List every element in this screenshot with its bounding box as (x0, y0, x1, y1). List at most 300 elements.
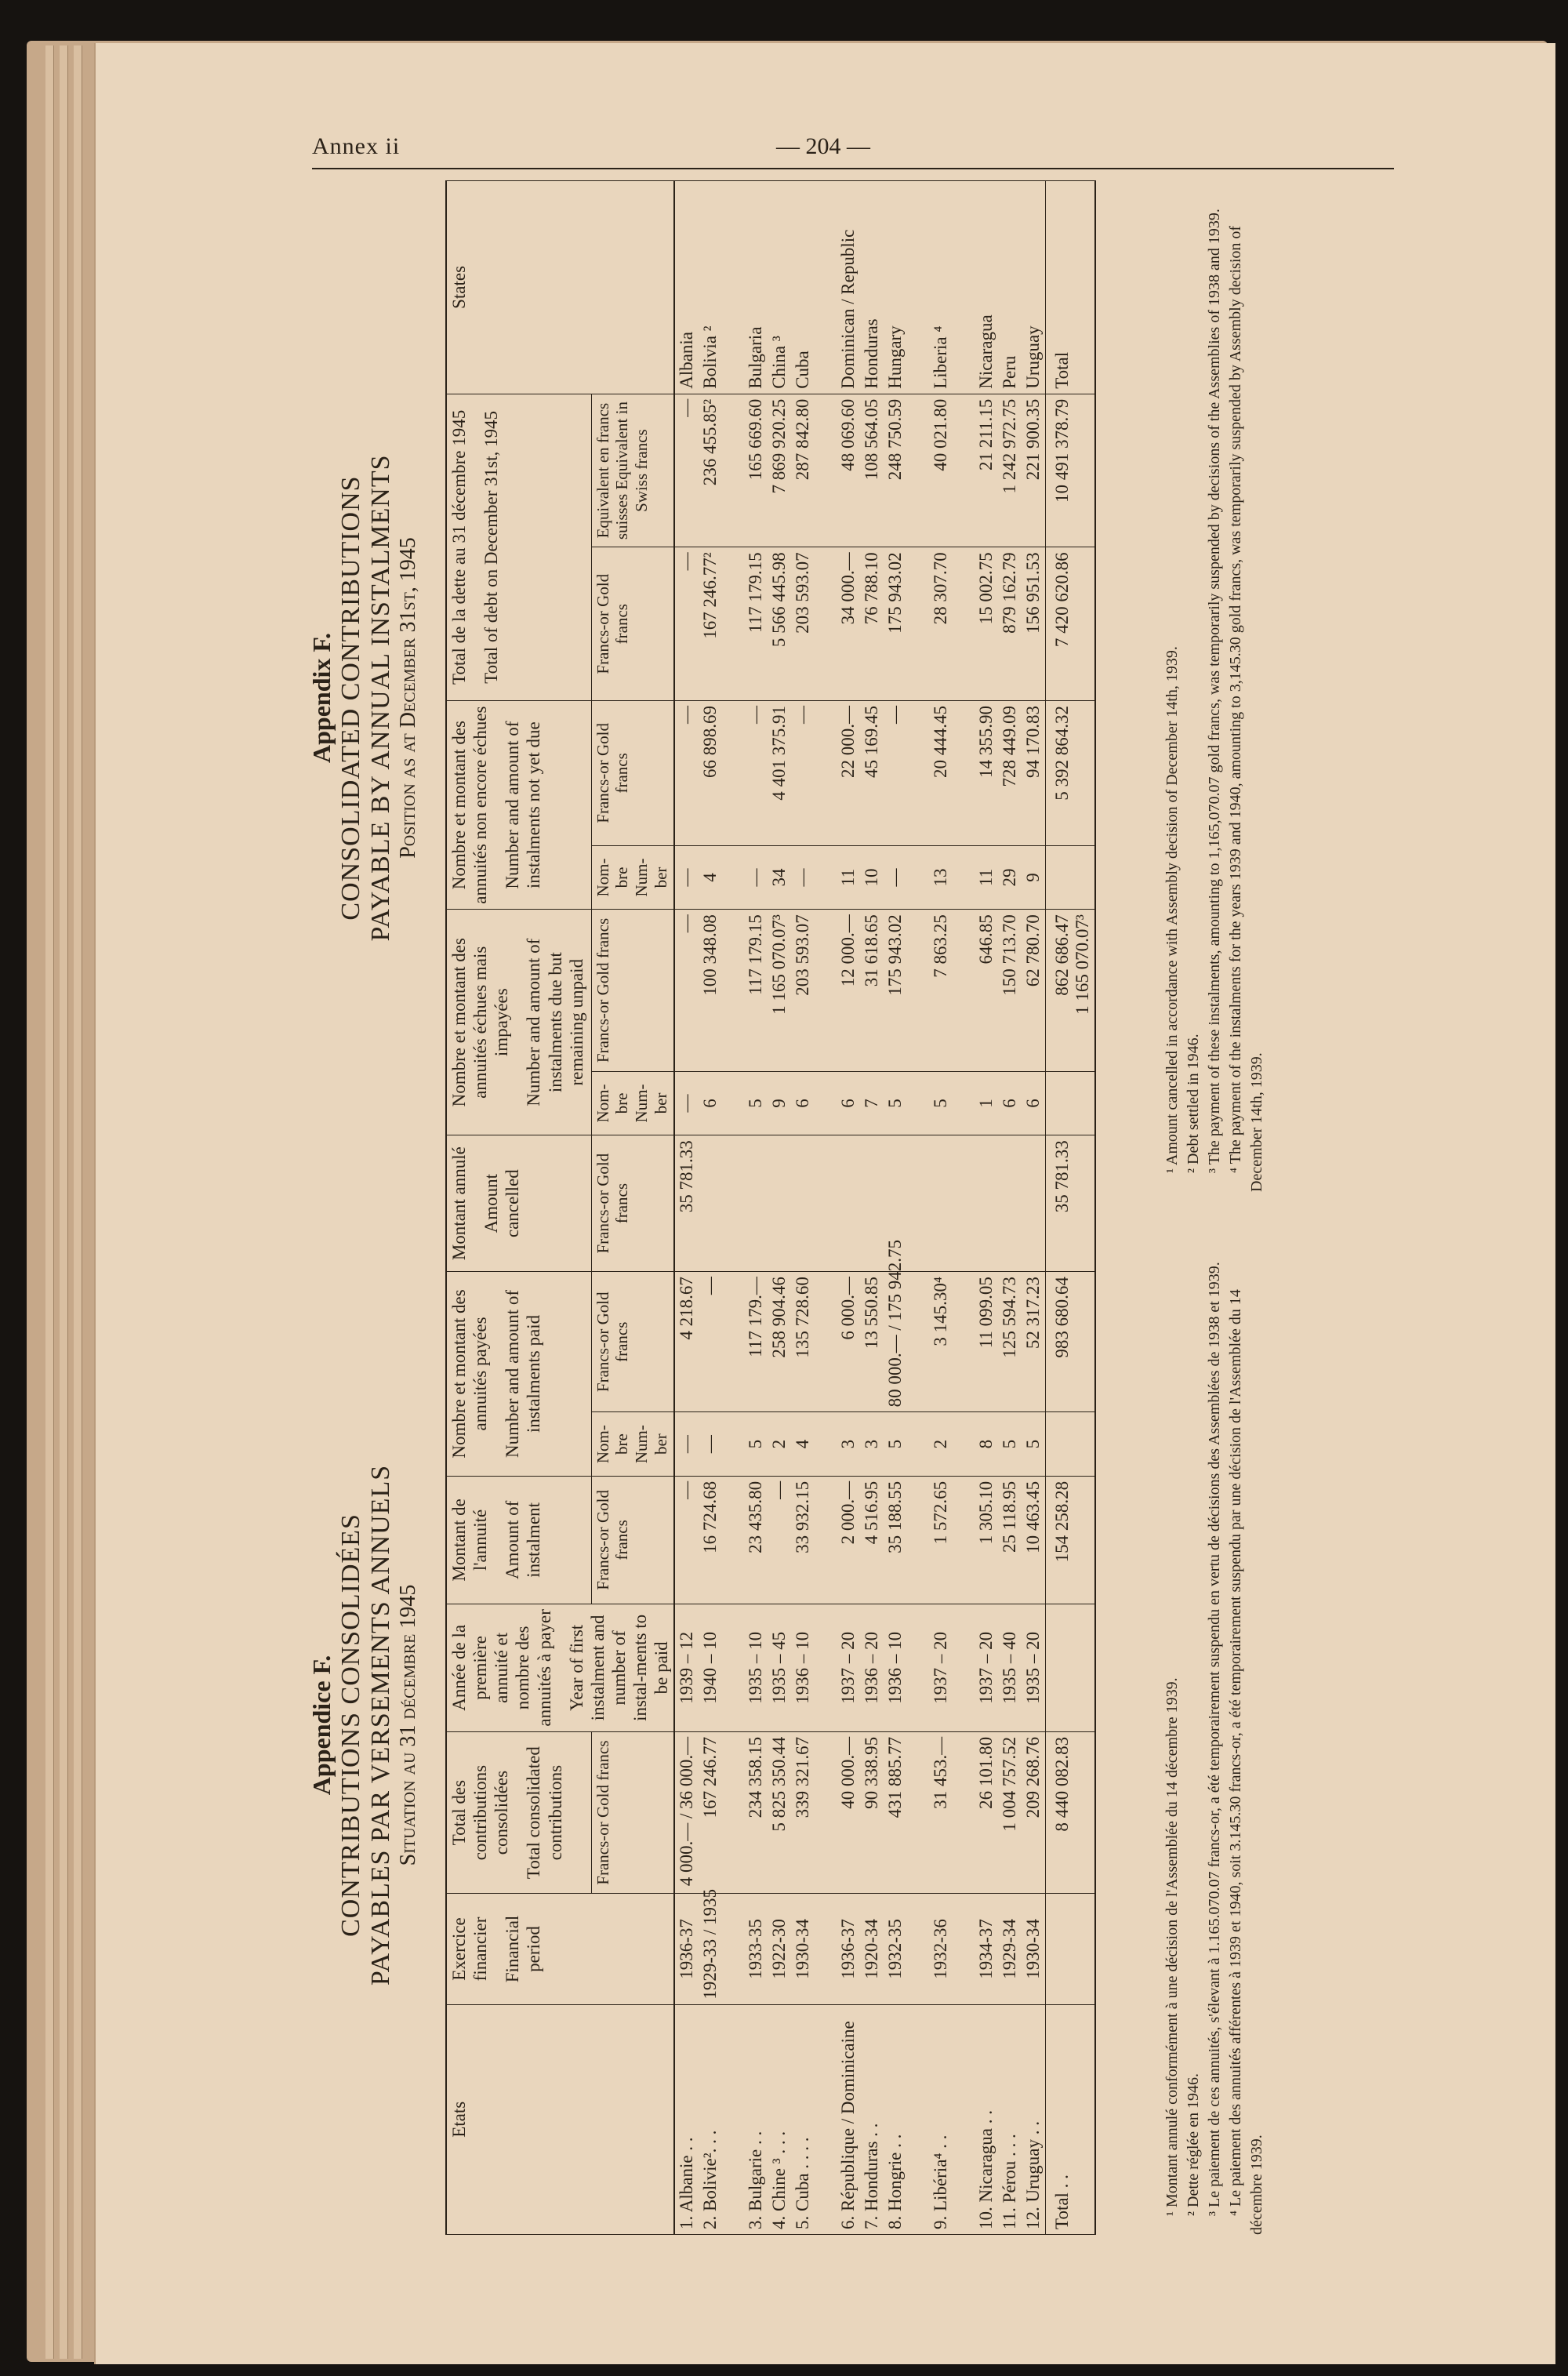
total-value: 10 491 378.79 (1052, 398, 1073, 503)
spacer-cell (722, 1894, 744, 2004)
total-empty-cell (1046, 1604, 1096, 1731)
paid-number: 3 (837, 1412, 860, 1477)
spacer-cell (953, 1604, 975, 1731)
state-name: 3. Bulgarie . . (744, 2004, 768, 2234)
paid-number: 5 (884, 1412, 907, 1477)
debt-gold-francs: 34 000.— (837, 547, 860, 701)
running-header-annex: Annex ii (312, 133, 401, 159)
debt-gold-francs: 5 566 445.98 (768, 547, 791, 701)
instalment-amount: 1 305.10 (975, 1476, 998, 1604)
spacer-cell (722, 1604, 744, 1731)
title-en-line3: PAYABLE BY ANNUAL INSTALMENTS (366, 454, 395, 942)
state-name-en: Dominican / Republic (837, 181, 860, 394)
total-empty-cell (1046, 845, 1096, 910)
cancelled-amount (998, 1135, 1022, 1272)
spacer-cell (815, 845, 837, 910)
notdue-number: 10 (860, 845, 884, 910)
paid-number: 4 (791, 1412, 815, 1477)
total-value: 35 781.33 (1052, 1140, 1073, 1213)
spacer-cell (907, 1894, 929, 2004)
due-number: 6 (837, 1071, 860, 1135)
col-header-dette-en: Total of debt on December 31st, 1945 (481, 411, 502, 684)
total-value: 8 440 082.83 (1052, 1736, 1073, 1832)
spacer-cell (815, 1135, 837, 1272)
paid-amount: 6 000.— (837, 1272, 860, 1412)
due-amount: 100 348.08 (699, 910, 722, 1071)
spacer-cell (907, 1604, 929, 1731)
table-row (699, 181, 722, 2235)
col-header-annee-fr: Année de la première annuité et nombre des annuités à payer (449, 1609, 554, 1727)
debt-swiss-francs: 7 869 920.25 (768, 394, 791, 547)
spacer-cell (953, 547, 975, 701)
title-fr-situation: Situation au 31 décembre 1945 (396, 1584, 420, 1866)
state-name: 7. Honduras . . (860, 2004, 884, 2234)
col-header-annule (446, 1135, 591, 1272)
title-fr-line2: CONTRIBUTIONS CONSOLIDÉES (336, 1513, 365, 1937)
financial-period: 1932-36 (929, 1894, 953, 2004)
rotated-appendix-content (307, 180, 1428, 2235)
debt-gold-francs: 76 788.10 (860, 547, 884, 701)
col-header-payees-en: Number and amount of instalments paid (503, 1289, 544, 1458)
paid-number: 8 (975, 1412, 998, 1477)
due-number: 6 (998, 1071, 1022, 1135)
first-instalment-year: 1939 – 12 (674, 1604, 699, 1731)
spacer-cell (722, 845, 744, 910)
footnote-fr-3: ³ Le paiement de ces annuités, s'élevant à 1.165.070.07 francs-or, a été temporairement suspendu en vertu de décisions des Assemblées de 1938 et 1939. (1206, 1262, 1223, 2216)
spacer-cell (722, 1272, 744, 1412)
spacer-cell (722, 2004, 744, 2234)
page-stack-edge (45, 45, 54, 2359)
spacer-cell (815, 700, 837, 845)
state-name-en: Liberia ⁴ (929, 181, 953, 394)
notdue-number: 11 (837, 845, 860, 910)
paid-number: 5 (744, 1412, 768, 1477)
spacer-cell (907, 910, 929, 1071)
debt-swiss-francs: 1 242 972.75 (998, 394, 1022, 547)
state-name: 12. Uruguay . . (1022, 2004, 1046, 2234)
debt-gold-francs: 15 002.75 (975, 547, 998, 701)
due-number: 5 (884, 1071, 907, 1135)
state-name: 6. République / Dominicaine (837, 2004, 860, 2234)
cancelled-amount (744, 1135, 768, 1272)
spacer-cell (815, 1894, 837, 2004)
debt-gold-francs: 167 246.77² (699, 547, 722, 701)
financial-period: 1930-34 (791, 1894, 815, 2004)
paid-amount: 80 000.— / 175 942.75 (884, 1272, 907, 1412)
debt-swiss-francs: 108 564.05 (860, 394, 884, 547)
col-header-total-en: Total consolidated contributions (524, 1746, 565, 1880)
debt-gold-francs: 28 307.70 (929, 547, 953, 701)
debt-swiss-francs: 48 069.60 (837, 394, 860, 547)
spacer-cell (953, 1731, 975, 1893)
total-value: 5 392 864.32 (1052, 705, 1073, 801)
financial-period: 1934-37 (975, 1894, 998, 2004)
col-header-dette (446, 394, 591, 700)
spacer-cell (953, 1412, 975, 1477)
total-contribution: 167 246.77 (699, 1731, 722, 1893)
first-instalment-year: 1935 – 10 (744, 1604, 768, 1731)
debt-swiss-francs: — (674, 394, 699, 547)
paid-amount: 11 099.05 (975, 1272, 998, 1412)
total-contribution: 4 000.— / 36 000.— (674, 1731, 699, 1893)
total-contribution: 40 000.— (837, 1731, 860, 1893)
table-row (1022, 181, 1046, 2235)
due-amount: 12 000.— (837, 910, 860, 1071)
debt-gold-francs: 203 593.07 (791, 547, 815, 701)
first-instalment-year: 1935 – 45 (768, 1604, 791, 1731)
notdue-number: 4 (699, 845, 722, 910)
notdue-number: 34 (768, 845, 791, 910)
paid-number: 5 (998, 1412, 1022, 1477)
spacer-cell (907, 700, 929, 845)
contributions-table (445, 180, 1096, 2235)
unit-notdue-number: Nom-bre Num-ber (591, 845, 674, 910)
spacer-cell (815, 547, 837, 701)
notdue-amount: 728 449.09 (998, 700, 1022, 845)
debt-swiss-francs: 236 455.85² (699, 394, 722, 547)
spacer-cell (907, 1476, 929, 1604)
state-name: 2. Bolivie². . . (699, 2004, 722, 2234)
spacer-cell (953, 394, 975, 547)
financial-period: 1933-35 (744, 1894, 768, 2004)
notdue-amount: — (791, 700, 815, 845)
total-value: Total . . (1052, 2174, 1073, 2229)
paid-number: — (699, 1412, 722, 1477)
paid-amount: 125 594.73 (998, 1272, 1022, 1412)
notdue-number: — (884, 845, 907, 910)
due-amount: 203 593.07 (791, 910, 815, 1071)
spacer-cell (907, 1071, 929, 1135)
unit-total: Francs-or Gold francs (591, 1731, 674, 1893)
state-name: 9. Libéria⁴ . . (929, 2004, 953, 2234)
spacer-cell (722, 1135, 744, 1272)
row-spacer (815, 181, 837, 2235)
spacer-cell (722, 1071, 744, 1135)
paid-amount: 52 317.23 (1022, 1272, 1046, 1412)
total-value: 154 258.28 (1052, 1480, 1073, 1563)
first-instalment-year: 1937 – 20 (837, 1604, 860, 1731)
financial-period: 1929-34 (998, 1894, 1022, 2004)
due-number: 9 (768, 1071, 791, 1135)
notdue-amount: — (744, 700, 768, 845)
total-contribution: 26 101.80 (975, 1731, 998, 1893)
instalment-amount: 25 118.95 (998, 1476, 1022, 1604)
state-name: 4. Chine ³ . . . (768, 2004, 791, 2234)
instalment-amount: 33 932.15 (791, 1476, 815, 1604)
total-contribution: 431 885.77 (884, 1731, 907, 1893)
due-amount: 150 713.70 (998, 910, 1022, 1071)
col-header-echues-en: Number and amount of instalments due but remaining unpaid (524, 938, 586, 1106)
footnote-en-4: ⁴ The payment of the instalments for the years 1939 and 1940, amounting to 3,145.30 gold francs, was temporarily suspended by Assembly decision of December 14th, 1939. (1227, 225, 1265, 1192)
total-cancelled (1046, 1135, 1096, 1272)
first-instalment-year: 1935 – 40 (998, 1604, 1022, 1731)
total-empty-cell (1046, 1412, 1096, 1477)
spacer-cell (815, 1272, 837, 1412)
due-amount: 175 943.02 (884, 910, 907, 1071)
col-header-states: States (446, 181, 674, 394)
spacer-cell (953, 1071, 975, 1135)
total-contribution: 209 268.76 (1022, 1731, 1046, 1893)
debt-swiss-francs: 40 021.80 (929, 394, 953, 547)
first-instalment-year: 1936 – 10 (884, 1604, 907, 1731)
debt-swiss-francs: 165 669.60 (744, 394, 768, 547)
spacer-cell (815, 1071, 837, 1135)
spacer-cell (953, 700, 975, 845)
table-row (884, 181, 907, 2235)
col-header-exercice-fr: Exercice financier (449, 1916, 491, 1982)
instalment-amount: 4 516.95 (860, 1476, 884, 1604)
paid-amount: 4 218.67 (674, 1272, 699, 1412)
financial-period: 1930-34 (1022, 1894, 1046, 2004)
total-value: 7 420 620.86 (1052, 552, 1073, 648)
state-name-en: Albania (674, 181, 699, 394)
spacer-cell (907, 1412, 929, 1477)
total-contribution: 234 358.15 (744, 1731, 768, 1893)
state-name-en: Honduras (860, 181, 884, 394)
paid-number: — (674, 1412, 699, 1477)
paid-amount: 3 145.30⁴ (929, 1272, 953, 1412)
total-suspended-value: 1 165 070.07³ (1073, 914, 1093, 1015)
footnote-fr-2: ² Dette réglée en 1946. (1185, 2073, 1202, 2216)
footnote-en-3: ³ The payment of these instalments, amounting to 1,165,070.07 gold francs, was temporarily suspended by decisions of the Assemblies of 1938 and 1939. (1206, 209, 1223, 1173)
debt-gold-francs: — (674, 547, 699, 701)
total-total (1046, 1731, 1096, 1893)
row-spacer (722, 181, 744, 2235)
total-paid-amt (1046, 1272, 1096, 1412)
col-header-total-fr: Total des contributions consolidées (449, 1764, 512, 1861)
header-rule (312, 168, 1394, 169)
spacer-cell (953, 1272, 975, 1412)
table-row (791, 181, 815, 2235)
paid-number: 2 (929, 1412, 953, 1477)
due-number: 5 (929, 1071, 953, 1135)
total-empty-cell (1046, 1894, 1096, 2004)
due-number: — (674, 1071, 699, 1135)
cancelled-amount (1022, 1135, 1046, 1272)
paid-amount: 135 728.60 (791, 1272, 815, 1412)
due-amount: 646.85 (975, 910, 998, 1071)
total-contribution: 1 004 757.52 (998, 1731, 1022, 1893)
due-amount: 62 780.70 (1022, 910, 1046, 1071)
first-instalment-year: 1937 – 20 (929, 1604, 953, 1731)
instalment-amount: 35 188.55 (884, 1476, 907, 1604)
debt-gold-francs: 156 951.53 (1022, 547, 1046, 701)
notdue-amount: 45 169.45 (860, 700, 884, 845)
unit-due-number: Nom-bre Num-ber (591, 1071, 674, 1135)
unit-paid-number: Nom-bre Num-ber (591, 1412, 674, 1477)
notdue-number: 11 (975, 845, 998, 910)
due-amount: 7 863.25 (929, 910, 953, 1071)
debt-gold-francs: 879 162.79 (998, 547, 1022, 701)
spacer-cell (722, 1412, 744, 1477)
cancelled-amount (699, 1135, 722, 1272)
total-contribution: 90 338.95 (860, 1731, 884, 1893)
state-name-en: Cuba (791, 181, 815, 394)
debt-swiss-francs: 287 842.80 (791, 394, 815, 547)
title-block-fr (307, 1215, 421, 2235)
col-header-payees-fr: Nombre et montant des annuités payées (449, 1289, 491, 1459)
spacer-cell (953, 1476, 975, 1604)
total-empty-cell (1046, 1071, 1096, 1135)
cancelled-amount (929, 1135, 953, 1272)
unit-paid-francs: Francs-or Gold francs (591, 1272, 674, 1412)
notdue-number: — (744, 845, 768, 910)
col-header-exercice (446, 1894, 674, 2004)
footnote-en-2: ² Debt settled in 1946. (1185, 1034, 1202, 1173)
debt-swiss-francs: 21 211.15 (975, 394, 998, 547)
notdue-number: — (791, 845, 815, 910)
page-stack-edge (60, 45, 68, 2359)
first-instalment-year: 1935 – 20 (1022, 1604, 1046, 1731)
notdue-number: 13 (929, 845, 953, 910)
table-row (929, 181, 953, 2235)
spacer-cell (722, 1476, 744, 1604)
total-etat (1046, 2004, 1096, 2234)
title-fr-line3: PAYABLES PAR VERSEMENTS ANNUELS (366, 1464, 395, 1986)
cancelled-amount (837, 1135, 860, 1272)
instalment-amount: — (768, 1476, 791, 1604)
footnotes-en (1162, 204, 1268, 1192)
total-state (1046, 181, 1096, 394)
row-spacer (907, 181, 929, 2235)
due-amount: 1 165 070.07³ (768, 910, 791, 1071)
state-name-en: China ³ (768, 181, 791, 394)
col-header-non-echues (446, 700, 591, 909)
paid-number: 5 (1022, 1412, 1046, 1477)
spacer-cell (815, 2004, 837, 2234)
due-number: 6 (791, 1071, 815, 1135)
spacer-cell (722, 910, 744, 1071)
paid-number: 3 (860, 1412, 884, 1477)
spacer-cell (907, 2004, 929, 2234)
due-number: 1 (975, 1071, 998, 1135)
appendix-title-fr: Appendice F. (307, 1655, 336, 1796)
debt-swiss-francs: 221 900.35 (1022, 394, 1046, 547)
title-en-position: Position as at December 31st, 1945 (396, 537, 420, 859)
instalment-amount: 16 724.68 (699, 1476, 722, 1604)
table-row (768, 181, 791, 2235)
state-name-en: Bulgaria (744, 181, 768, 394)
spacer-cell (953, 845, 975, 910)
col-header-exercice-en: Financial period (503, 1915, 544, 1983)
first-instalment-year: 1940 – 10 (699, 1604, 722, 1731)
total-due-amt (1046, 910, 1096, 1071)
unit-notdue-francs: Francs-or Gold francs (591, 700, 674, 845)
paid-amount: 258 904.46 (768, 1272, 791, 1412)
col-header-echues-fr: Nombre et montant des annuités échues mais impayées (449, 938, 512, 1107)
col-header-dette-fr: Total de la dette au 31 décembre 1945 (449, 409, 469, 685)
spacer-cell (722, 1731, 744, 1893)
total-contribution: 5 825 350.44 (768, 1731, 791, 1893)
title-en-line2: CONSOLIDATED CONTRIBUTIONS (336, 475, 365, 921)
total-value: 983 680.64 (1052, 1277, 1073, 1358)
col-header-annule-fr: Montant annulé (449, 1146, 469, 1261)
spacer-cell (815, 1604, 837, 1731)
state-name: 5. Cuba . . . . (791, 2004, 815, 2234)
first-instalment-year: 1936 – 10 (791, 1604, 815, 1731)
total-value: Total (1052, 351, 1073, 389)
paid-amount: 13 550.85 (860, 1272, 884, 1412)
due-number: 6 (699, 1071, 722, 1135)
spacer-cell (907, 845, 929, 910)
state-name-en: Bolivia ² (699, 181, 722, 394)
table-row (674, 181, 699, 2235)
paid-amount: 117 179.— (744, 1272, 768, 1412)
unit-debt-francs: Francs-or Gold francs (591, 547, 674, 701)
col-header-montant-annuite-en: Amount of instalment (503, 1500, 544, 1580)
col-header-non-echues-en: Number and amount of instalments not yet due (503, 721, 544, 889)
state-name: 11. Pérou . . . (998, 2004, 1022, 2234)
due-amount: 117 179.15 (744, 910, 768, 1071)
spacer-cell (815, 181, 837, 394)
col-header-annule-en: Amount cancelled (481, 1169, 523, 1238)
state-name-en: Nicaragua (975, 181, 998, 394)
unit-debt-swiss: Equivalent en francs suisses Equivalent in Swiss francs (591, 394, 674, 547)
due-amount: 31 618.65 (860, 910, 884, 1071)
notdue-amount: 22 000.— (837, 700, 860, 845)
table-body (674, 181, 1095, 2235)
unit-due-francs: Francs-or Gold francs (591, 910, 674, 1071)
financial-period: 1936-37 (674, 1894, 699, 2004)
spacer-cell (953, 1894, 975, 2004)
financial-period: 1936-37 (837, 1894, 860, 2004)
total-value: 862 686.47 (1052, 914, 1073, 996)
spacer-cell (815, 910, 837, 1071)
totals-row (1046, 181, 1096, 2235)
col-header-payees (446, 1272, 591, 1477)
total-contribution: 339 321.67 (791, 1731, 815, 1893)
spacer-cell (907, 1272, 929, 1412)
cancelled-amount (860, 1135, 884, 1272)
spacer-cell (722, 181, 744, 394)
instalment-amount: 1 572.65 (929, 1476, 953, 1604)
spacer-cell (907, 1731, 929, 1893)
col-header-etats: Etats (446, 2004, 674, 2234)
instalment-amount: 23 435.80 (744, 1476, 768, 1604)
spacer-cell (722, 547, 744, 701)
total-debt-swiss (1046, 394, 1096, 547)
table-row (837, 181, 860, 2235)
due-number: 7 (860, 1071, 884, 1135)
footnote-fr-1: ¹ Montant annulé conformément à une décision de l'Assemblée du 14 décembre 1939. (1163, 1677, 1181, 2216)
state-name-en: Hungary (884, 181, 907, 394)
cancelled-amount (975, 1135, 998, 1272)
state-name: 1. Albanie . . (674, 2004, 699, 2234)
col-header-annee-en: Year of first instalment and number of instal-ments to be paid (566, 1614, 672, 1721)
financial-period: 1932-35 (884, 1894, 907, 2004)
spacer-cell (907, 181, 929, 394)
spacer-cell (907, 394, 929, 547)
instalment-amount: 2 000.— (837, 1476, 860, 1604)
state-name: 10. Nicaragua . . (975, 2004, 998, 2234)
col-header-non-echues-fr: Nombre et montant des annuités non encore échues (449, 706, 491, 904)
footnotes-fr (1162, 1247, 1268, 2235)
financial-period: 1929-33 / 1935 (699, 1894, 722, 2004)
unit-montant-annuite: Francs-or Gold francs (591, 1476, 674, 1604)
notdue-amount: 4 401 375.91 (768, 700, 791, 845)
page-number: — 204 — (776, 133, 870, 159)
total-amount (1046, 1476, 1096, 1604)
total-debt-gold (1046, 547, 1096, 701)
state-name-en: Peru (998, 181, 1022, 394)
spacer-cell (953, 181, 975, 394)
notdue-amount: — (674, 700, 699, 845)
financial-period: 1920-34 (860, 1894, 884, 2004)
instalment-amount: — (674, 1476, 699, 1604)
total-notdue-amt (1046, 700, 1096, 845)
title-block-en (307, 180, 421, 1215)
unit-annule: Francs-or Gold francs (591, 1135, 674, 1272)
